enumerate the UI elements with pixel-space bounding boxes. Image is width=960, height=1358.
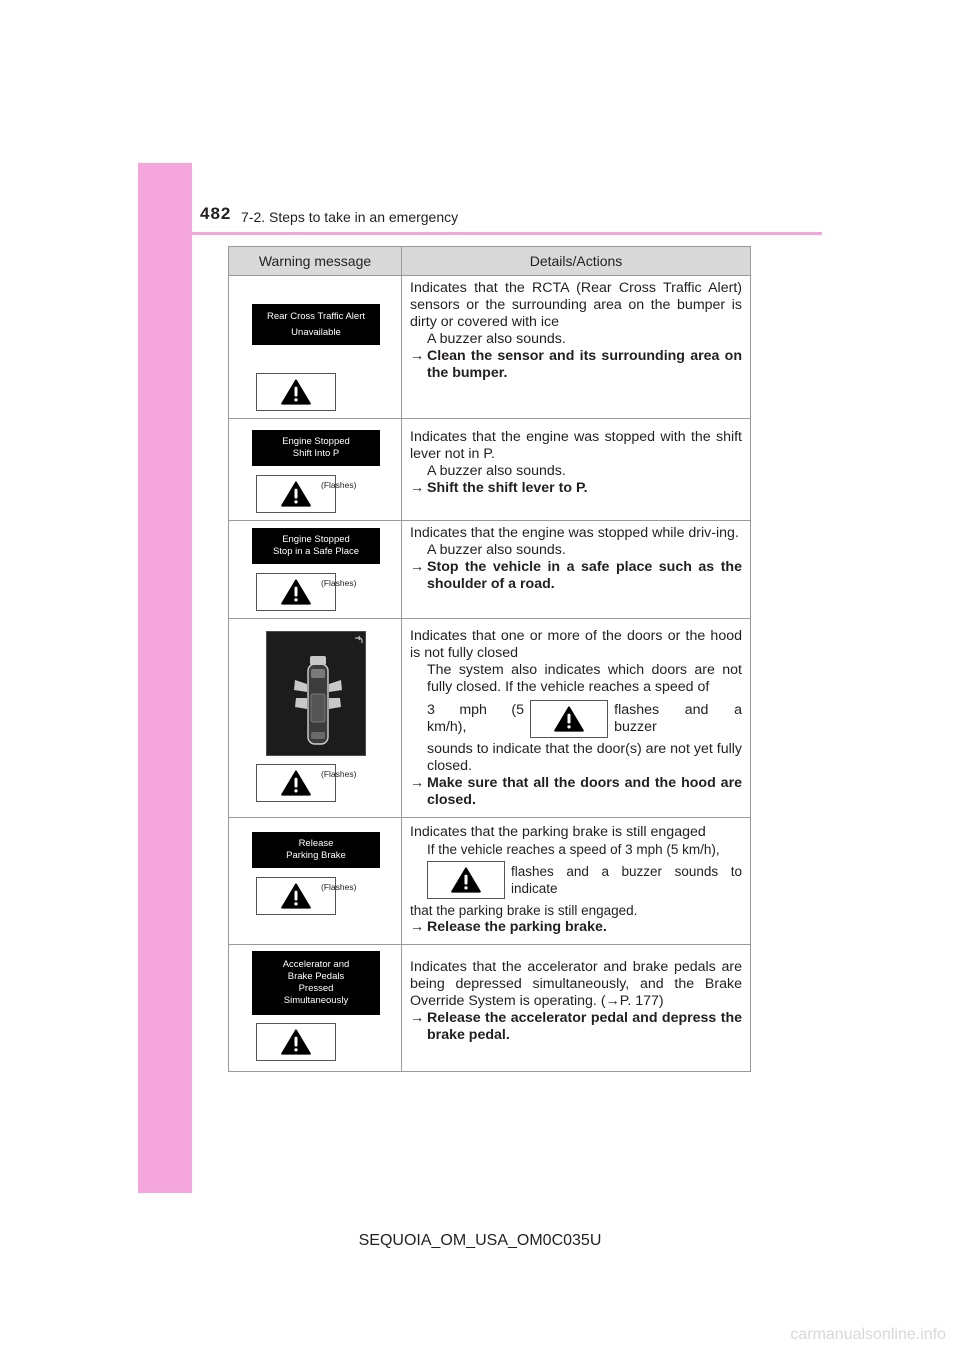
warning-image-cell (229, 521, 402, 619)
message-line: Brake Pedals (287, 971, 345, 982)
action: → Shift the shift lever to P. (410, 480, 588, 496)
message-line: Engine Stopped (282, 436, 350, 447)
speed-note-continued: that the parking brake is still engaged. (410, 903, 638, 918)
description: Indicates that the accelerator and brake pedals are being depressed simultaneously, and the Brake Override System is operating. (→P. 177) (410, 959, 742, 1009)
table-header-row (229, 247, 751, 276)
flashes-label: (Flashes) (321, 769, 357, 779)
details-cell (402, 419, 751, 521)
description: Indicates that the parking brake is still engaged (410, 824, 706, 840)
details-cell (402, 818, 751, 945)
right-arrow-icon: → (410, 559, 425, 575)
engine-stopped-safe-place-message (252, 528, 380, 564)
description: Indicates that one or more of the doors or the hood is not fully closed (410, 628, 742, 661)
table-row (229, 818, 751, 945)
warning-image-cell (229, 818, 402, 945)
accelerator-brake-pressed-message (252, 951, 380, 1015)
buzzer-note: A buzzer also sounds. (427, 331, 566, 347)
page-reference-link[interactable]: P. 177) (619, 993, 664, 1009)
header-rule (138, 232, 822, 235)
table-row (229, 419, 751, 521)
buzzer-note: A buzzer also sounds. (427, 542, 566, 558)
warning-triangle-icon (427, 861, 505, 899)
right-arrow-icon: → (410, 1010, 425, 1026)
door-open-display (266, 631, 366, 756)
release-parking-brake-message (252, 832, 380, 868)
description: Indicates that the engine was stopped while driv-ing. (410, 525, 739, 541)
warning-image-cell (229, 945, 402, 1072)
speed-note: 3 mph (5 km/h), flashes and a buzzer (410, 700, 742, 738)
warning-triangle-icon (256, 373, 336, 411)
message-line: Parking Brake (286, 850, 346, 861)
table-row (229, 945, 751, 1072)
details-cell (402, 276, 751, 419)
details-cell (402, 945, 751, 1072)
door-note: The system also indicates which doors are not fully closed. If the vehicle reaches a speed of (427, 662, 742, 695)
door-note-continued: sounds to indicate that the door(s) are not yet fully closed. (427, 741, 742, 774)
section-title: 7-2. Steps to take in an emergency (241, 209, 459, 225)
column-header-warning-message: Warning message (229, 247, 402, 276)
flashes-label: (Flashes) (321, 578, 357, 588)
flashes-label: (Flashes) (321, 882, 357, 892)
description: Indicates that the engine was stopped with the shift lever not in P. (410, 429, 742, 462)
flashes-label: (Flashes) (321, 480, 357, 490)
document-id: SEQUOIA_OM_USA_OM0C035U (358, 1232, 602, 1249)
message-line: Shift Into P (292, 448, 340, 459)
return-arrow-icon (355, 636, 362, 643)
message-line: Release (298, 838, 334, 849)
warning-image-cell (229, 276, 402, 419)
side-tab-bar (138, 163, 192, 1193)
table-row (229, 619, 751, 818)
watermark: carmanualsonline.info (790, 1326, 946, 1343)
buzzer-note: A buzzer also sounds. (427, 463, 566, 479)
right-arrow-icon: → (410, 348, 425, 364)
speed-note-icon-line: flashes and a buzzer sounds to indicate (410, 861, 742, 899)
right-arrow-icon: → (605, 993, 620, 1009)
action: → Clean the sensor and its surrounding area on the bumper. (410, 348, 742, 381)
speed-note: If the vehicle reaches a speed of 3 mph (5 km/h), (427, 842, 720, 857)
action: → Make sure that all the doors and the hood are closed. (410, 775, 742, 808)
message-line: Engine Stopped (282, 534, 350, 545)
action: → Release the accelerator pedal and depress the brake pedal. (410, 1010, 742, 1043)
message-line: Accelerator and (282, 959, 350, 970)
warning-triangle-icon (256, 1023, 336, 1061)
right-arrow-icon: → (410, 919, 425, 935)
rcta-unavailable-message (252, 304, 380, 345)
page-number: 482 (200, 204, 232, 223)
message-line: Pressed (298, 983, 334, 994)
message-line: Stop in a Safe Place (272, 546, 360, 557)
engine-stopped-shift-into-p-message (252, 430, 380, 466)
message-line: Simultaneously (283, 995, 349, 1006)
message-line: Rear Cross Traffic Alert (266, 310, 366, 322)
warning-image-cell (229, 619, 402, 818)
column-header-details-actions: Details/Actions (402, 247, 751, 276)
warning-message-table (228, 246, 751, 1072)
table-row (229, 276, 751, 419)
details-cell (402, 619, 751, 818)
message-line: Unavailable (291, 326, 341, 338)
warning-image-cell (229, 419, 402, 521)
action: → Stop the vehicle in a safe place such as the shoulder of a road. (410, 559, 742, 592)
warning-triangle-icon (530, 700, 608, 738)
right-arrow-icon: → (410, 480, 425, 496)
table-row (229, 521, 751, 619)
right-arrow-icon: → (410, 775, 425, 791)
description: Indicates that the RCTA (Rear Cross Traffic Alert) sensors or the surrounding area on the bumper is dirty or covered with ice (410, 280, 742, 330)
vehicle-top-view-icon (267, 632, 365, 755)
details-cell (402, 521, 751, 619)
action: → Release the parking brake. (410, 919, 607, 935)
